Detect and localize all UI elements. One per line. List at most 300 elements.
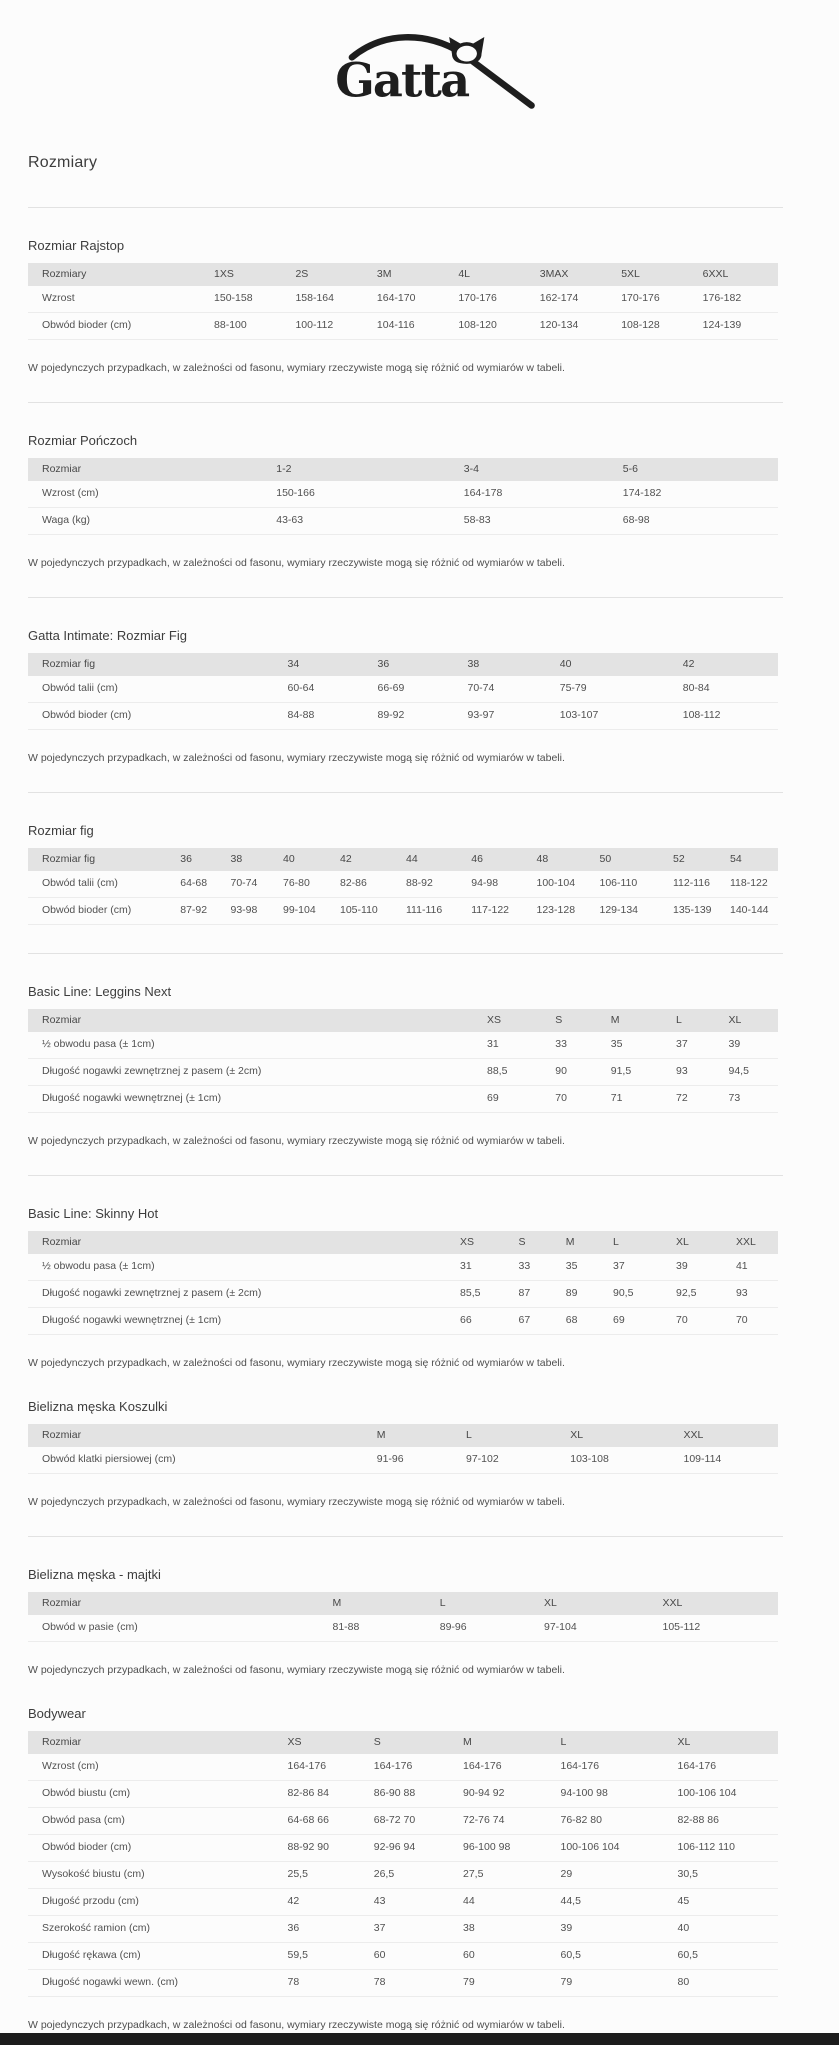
column-header: 6XXL bbox=[697, 263, 778, 286]
size-cell: 106-112 110 bbox=[672, 1835, 779, 1862]
size-cell: 37 bbox=[670, 1032, 723, 1059]
size-cell: 70-74 bbox=[462, 676, 554, 703]
row-label-header: Rozmiar bbox=[28, 1231, 454, 1254]
size-cell: 72 bbox=[670, 1086, 723, 1113]
table-row bbox=[28, 1754, 778, 1781]
table-header-row bbox=[28, 1592, 778, 1615]
table-row bbox=[28, 1447, 778, 1474]
size-cell: 120-134 bbox=[534, 313, 615, 340]
size-cell: 70-74 bbox=[225, 871, 278, 898]
row-label: Długość nogawki zewnętrznej z pasem (± 2cm) bbox=[28, 1281, 454, 1308]
size-cell: 108-128 bbox=[615, 313, 696, 340]
section-divider bbox=[28, 1175, 783, 1176]
size-sections bbox=[28, 238, 783, 2031]
column-header: XS bbox=[454, 1231, 512, 1254]
size-cell: 176-182 bbox=[697, 286, 778, 313]
size-disclaimer: W pojedynczych przypadkach, w zależności od fasonu, wymiary rzeczywiste mogą się różnić od wymiarów w tabeli. bbox=[28, 1664, 565, 1676]
column-header: 3M bbox=[371, 263, 452, 286]
size-cell: 79 bbox=[457, 1970, 555, 1997]
size-cell: 66 bbox=[454, 1308, 512, 1335]
row-label-header: Rozmiar bbox=[28, 458, 270, 481]
size-cell: 108-112 bbox=[677, 703, 778, 730]
size-cell: 94,5 bbox=[723, 1059, 779, 1086]
column-header: S bbox=[549, 1009, 605, 1032]
size-cell: 70 bbox=[549, 1086, 605, 1113]
size-cell: 59,5 bbox=[282, 1943, 368, 1970]
table-header-row bbox=[28, 1424, 778, 1447]
size-cell: 44,5 bbox=[555, 1889, 672, 1916]
row-label: Szerokość ramion (cm) bbox=[28, 1916, 282, 1943]
table-row bbox=[28, 1308, 778, 1335]
size-cell: 164-176 bbox=[555, 1754, 672, 1781]
section-title: Basic Line: Skinny Hot bbox=[28, 1206, 159, 1221]
size-cell: 97-102 bbox=[460, 1447, 564, 1474]
section-title: Bielizna męska - majtki bbox=[28, 1567, 161, 1582]
size-cell: 39 bbox=[723, 1032, 779, 1059]
section-title: Rozmiar fig bbox=[28, 823, 94, 838]
column-header: 42 bbox=[677, 653, 778, 676]
size-cell: 33 bbox=[549, 1032, 605, 1059]
column-header: 50 bbox=[593, 848, 667, 871]
table-row bbox=[28, 1086, 778, 1113]
size-cell: 158-164 bbox=[289, 286, 370, 313]
size-table bbox=[28, 263, 778, 340]
column-header: 5-6 bbox=[617, 458, 778, 481]
column-header: 38 bbox=[462, 653, 554, 676]
column-header: 36 bbox=[372, 653, 462, 676]
column-header: 3MAX bbox=[534, 263, 615, 286]
row-label: Wzrost bbox=[28, 286, 208, 313]
table-row bbox=[28, 1943, 778, 1970]
size-cell: 69 bbox=[607, 1308, 670, 1335]
size-cell: 100-106 104 bbox=[555, 1835, 672, 1862]
size-cell: 88-100 bbox=[208, 313, 289, 340]
size-cell: 89-96 bbox=[434, 1615, 538, 1642]
size-cell: 27,5 bbox=[457, 1862, 555, 1889]
size-cell: 93-98 bbox=[225, 898, 278, 925]
size-cell: 100-106 104 bbox=[672, 1781, 779, 1808]
column-header: 42 bbox=[334, 848, 400, 871]
table-row bbox=[28, 313, 778, 340]
column-header: L bbox=[434, 1592, 538, 1615]
section-divider bbox=[28, 1536, 783, 1537]
column-header: XS bbox=[481, 1009, 549, 1032]
column-header: 46 bbox=[465, 848, 530, 871]
section-title: Basic Line: Leggins Next bbox=[28, 984, 172, 999]
gatta-logo[interactable] bbox=[302, 24, 537, 117]
size-cell: 70 bbox=[670, 1308, 730, 1335]
size-cell: 150-158 bbox=[208, 286, 289, 313]
size-cell: 80 bbox=[672, 1970, 779, 1997]
section-divider bbox=[28, 953, 783, 954]
size-cell: 73 bbox=[723, 1086, 779, 1113]
table-row bbox=[28, 1032, 778, 1059]
size-cell: 78 bbox=[368, 1970, 457, 1997]
size-cell: 90,5 bbox=[607, 1281, 670, 1308]
size-cell: 33 bbox=[513, 1254, 560, 1281]
size-cell: 60 bbox=[457, 1943, 555, 1970]
size-cell: 37 bbox=[368, 1916, 457, 1943]
size-cell: 36 bbox=[282, 1916, 368, 1943]
row-label: Obwód bioder (cm) bbox=[28, 898, 174, 925]
table-row bbox=[28, 1059, 778, 1086]
size-cell: 112-116 bbox=[667, 871, 724, 898]
size-cell: 30,5 bbox=[672, 1862, 779, 1889]
table-header-row bbox=[28, 263, 778, 286]
table-row bbox=[28, 1889, 778, 1916]
table-row bbox=[28, 481, 778, 508]
size-cell: 43-63 bbox=[270, 508, 458, 535]
size-cell: 93 bbox=[670, 1059, 723, 1086]
column-header: M bbox=[327, 1592, 434, 1615]
size-disclaimer: W pojedynczych przypadkach, w zależności od fasonu, wymiary rzeczywiste mogą się różnić od wymiarów w tabeli. bbox=[28, 1135, 565, 1147]
size-cell: 64-68 66 bbox=[282, 1808, 368, 1835]
table-row bbox=[28, 1254, 778, 1281]
size-cell: 39 bbox=[670, 1254, 730, 1281]
size-cell: 40 bbox=[672, 1916, 779, 1943]
size-cell: 92-96 94 bbox=[368, 1835, 457, 1862]
size-cell: 29 bbox=[555, 1862, 672, 1889]
column-header: 5XL bbox=[615, 263, 696, 286]
size-section bbox=[28, 628, 783, 764]
size-cell: 108-120 bbox=[452, 313, 533, 340]
column-header: XL bbox=[723, 1009, 779, 1032]
row-label: Obwód bioder (cm) bbox=[28, 1835, 282, 1862]
size-cell: 86-90 88 bbox=[368, 1781, 457, 1808]
row-label: ½ obwodu pasa (± 1cm) bbox=[28, 1032, 481, 1059]
size-cell: 67 bbox=[513, 1308, 560, 1335]
size-cell: 60 bbox=[368, 1943, 457, 1970]
size-cell: 164-176 bbox=[368, 1754, 457, 1781]
size-section bbox=[28, 1706, 783, 2031]
size-cell: 45 bbox=[672, 1889, 779, 1916]
row-label: Długość nogawki wewnętrznej (± 1cm) bbox=[28, 1308, 454, 1335]
column-header: M bbox=[605, 1009, 670, 1032]
size-table bbox=[28, 1009, 778, 1113]
table-row bbox=[28, 676, 778, 703]
table-row bbox=[28, 1970, 778, 1997]
size-disclaimer: W pojedynczych przypadkach, w zależności od fasonu, wymiary rzeczywiste mogą się różnić od wymiarów w tabeli. bbox=[28, 557, 565, 569]
size-cell: 105-110 bbox=[334, 898, 400, 925]
size-table bbox=[28, 848, 778, 925]
size-cell: 88,5 bbox=[481, 1059, 549, 1086]
size-cell: 164-178 bbox=[458, 481, 617, 508]
size-disclaimer: W pojedynczych przypadkach, w zależności od fasonu, wymiary rzeczywiste mogą się różnić od wymiarów w tabeli. bbox=[28, 1496, 565, 1508]
size-cell: 42 bbox=[282, 1889, 368, 1916]
size-cell: 164-170 bbox=[371, 286, 452, 313]
row-label-header: Rozmiary bbox=[28, 263, 208, 286]
size-cell: 26,5 bbox=[368, 1862, 457, 1889]
size-table bbox=[28, 653, 778, 730]
row-label: Wysokość biustu (cm) bbox=[28, 1862, 282, 1889]
footer-bar bbox=[0, 2033, 839, 2045]
size-cell: 96-100 98 bbox=[457, 1835, 555, 1862]
row-label: Obwód w pasie (cm) bbox=[28, 1615, 327, 1642]
row-label-header: Rozmiar bbox=[28, 1009, 481, 1032]
size-cell: 25,5 bbox=[282, 1862, 368, 1889]
row-label: Długość nogawki zewnętrznej z pasem (± 2cm) bbox=[28, 1059, 481, 1086]
size-cell: 100-104 bbox=[531, 871, 594, 898]
size-cell: 75-79 bbox=[554, 676, 677, 703]
size-cell: 164-176 bbox=[282, 1754, 368, 1781]
size-cell: 87 bbox=[513, 1281, 560, 1308]
size-cell: 103-107 bbox=[554, 703, 677, 730]
column-header: XL bbox=[538, 1592, 657, 1615]
table-row bbox=[28, 898, 778, 925]
size-cell: 140-144 bbox=[724, 898, 778, 925]
size-cell: 91-96 bbox=[371, 1447, 460, 1474]
table-row bbox=[28, 1862, 778, 1889]
table-header-row bbox=[28, 1009, 778, 1032]
size-cell: 38 bbox=[457, 1916, 555, 1943]
size-cell: 111-116 bbox=[400, 898, 465, 925]
column-header: XS bbox=[282, 1731, 368, 1754]
size-cell: 135-139 bbox=[667, 898, 724, 925]
size-cell: 104-116 bbox=[371, 313, 452, 340]
size-cell: 79 bbox=[555, 1970, 672, 1997]
size-cell: 35 bbox=[560, 1254, 607, 1281]
table-header-row bbox=[28, 1731, 778, 1754]
size-disclaimer: W pojedynczych przypadkach, w zależności od fasonu, wymiary rzeczywiste mogą się różnić od wymiarów w tabeli. bbox=[28, 1357, 565, 1369]
size-cell: 92,5 bbox=[670, 1281, 730, 1308]
size-cell: 99-104 bbox=[277, 898, 334, 925]
logo-text: Gatta bbox=[335, 53, 469, 108]
size-cell: 82-86 84 bbox=[282, 1781, 368, 1808]
row-label: Obwód bioder (cm) bbox=[28, 313, 208, 340]
column-header: 4L bbox=[452, 263, 533, 286]
size-cell: 109-114 bbox=[678, 1447, 779, 1474]
column-header: 40 bbox=[554, 653, 677, 676]
table-header-row bbox=[28, 848, 778, 871]
size-cell: 60,5 bbox=[672, 1943, 779, 1970]
size-cell: 87-92 bbox=[174, 898, 224, 925]
table-header-row bbox=[28, 1231, 778, 1254]
size-cell: 150-166 bbox=[270, 481, 458, 508]
size-cell: 70 bbox=[730, 1308, 778, 1335]
size-cell: 35 bbox=[605, 1032, 670, 1059]
size-table bbox=[28, 1731, 778, 1997]
row-label: Obwód bioder (cm) bbox=[28, 703, 282, 730]
column-header: 44 bbox=[400, 848, 465, 871]
row-label: Długość nogawki wewnętrznej (± 1cm) bbox=[28, 1086, 481, 1113]
table-row bbox=[28, 1916, 778, 1943]
size-cell: 82-88 86 bbox=[672, 1808, 779, 1835]
column-header: 36 bbox=[174, 848, 224, 871]
size-cell: 94-98 bbox=[465, 871, 530, 898]
table-row bbox=[28, 871, 778, 898]
size-cell: 93-97 bbox=[462, 703, 554, 730]
column-header: S bbox=[513, 1231, 560, 1254]
row-label-header: Rozmiar fig bbox=[28, 848, 174, 871]
section-title: Bielizna męska Koszulki bbox=[28, 1399, 168, 1414]
column-header: M bbox=[371, 1424, 460, 1447]
size-cell: 31 bbox=[481, 1032, 549, 1059]
size-cell: 64-68 bbox=[174, 871, 224, 898]
column-header: 40 bbox=[277, 848, 334, 871]
row-label-header: Rozmiar bbox=[28, 1731, 282, 1754]
row-label: Obwód pasa (cm) bbox=[28, 1808, 282, 1835]
table-row bbox=[28, 1808, 778, 1835]
size-cell: 89 bbox=[560, 1281, 607, 1308]
table-row bbox=[28, 508, 778, 535]
size-cell: 97-104 bbox=[538, 1615, 657, 1642]
size-cell: 103-108 bbox=[564, 1447, 677, 1474]
column-header: M bbox=[457, 1731, 555, 1754]
column-header: 3-4 bbox=[458, 458, 617, 481]
size-cell: 82-86 bbox=[334, 871, 400, 898]
row-label: ½ obwodu pasa (± 1cm) bbox=[28, 1254, 454, 1281]
column-header: L bbox=[607, 1231, 670, 1254]
column-header: XL bbox=[564, 1424, 677, 1447]
column-header: 34 bbox=[282, 653, 372, 676]
section-divider bbox=[28, 792, 783, 793]
page-title: Rozmiary bbox=[28, 154, 98, 171]
column-header: L bbox=[670, 1009, 723, 1032]
size-cell: 174-182 bbox=[617, 481, 778, 508]
section-title: Rozmiar Rajstop bbox=[28, 238, 125, 253]
row-label-header: Rozmiar fig bbox=[28, 653, 282, 676]
column-header: 48 bbox=[531, 848, 594, 871]
column-header: 38 bbox=[225, 848, 278, 871]
column-header: 1XS bbox=[208, 263, 289, 286]
section-title: Gatta Intimate: Rozmiar Fig bbox=[28, 628, 187, 643]
row-label: Obwód klatki piersiowej (cm) bbox=[28, 1447, 371, 1474]
size-cell: 81-88 bbox=[327, 1615, 434, 1642]
size-cell: 71 bbox=[605, 1086, 670, 1113]
column-header: L bbox=[555, 1731, 672, 1754]
size-cell: 90-94 92 bbox=[457, 1781, 555, 1808]
size-cell: 124-139 bbox=[697, 313, 778, 340]
column-header: S bbox=[368, 1731, 457, 1754]
column-header: XXL bbox=[657, 1592, 779, 1615]
column-header: L bbox=[460, 1424, 564, 1447]
size-cell: 31 bbox=[454, 1254, 512, 1281]
size-cell: 78 bbox=[282, 1970, 368, 1997]
size-section bbox=[28, 823, 783, 925]
row-label: Waga (kg) bbox=[28, 508, 270, 535]
column-header: XL bbox=[672, 1731, 779, 1754]
row-label: Wzrost (cm) bbox=[28, 481, 270, 508]
size-cell: 118-122 bbox=[724, 871, 778, 898]
size-cell: 93 bbox=[730, 1281, 778, 1308]
size-cell: 170-176 bbox=[452, 286, 533, 313]
row-label: Wzrost (cm) bbox=[28, 1754, 282, 1781]
column-header: XL bbox=[670, 1231, 730, 1254]
header-divider bbox=[28, 207, 783, 208]
row-label-header: Rozmiar bbox=[28, 1424, 371, 1447]
size-cell: 66-69 bbox=[372, 676, 462, 703]
table-row bbox=[28, 1281, 778, 1308]
column-header: M bbox=[560, 1231, 607, 1254]
size-cell: 88-92 bbox=[400, 871, 465, 898]
size-cell: 60,5 bbox=[555, 1943, 672, 1970]
size-cell: 90 bbox=[549, 1059, 605, 1086]
size-section bbox=[28, 984, 783, 1147]
size-cell: 72-76 74 bbox=[457, 1808, 555, 1835]
size-disclaimer: W pojedynczych przypadkach, w zależności od fasonu, wymiary rzeczywiste mogą się różnić od wymiarów w tabeli. bbox=[28, 2019, 565, 2031]
size-table bbox=[28, 1231, 778, 1335]
size-table bbox=[28, 1592, 778, 1642]
section-title: Rozmiar Pończoch bbox=[28, 433, 138, 448]
size-cell: 44 bbox=[457, 1889, 555, 1916]
row-label: Obwód biustu (cm) bbox=[28, 1781, 282, 1808]
size-cell: 76-82 80 bbox=[555, 1808, 672, 1835]
row-label: Długość przodu (cm) bbox=[28, 1889, 282, 1916]
table-row bbox=[28, 286, 778, 313]
size-cell: 60-64 bbox=[282, 676, 372, 703]
table-row bbox=[28, 703, 778, 730]
size-disclaimer: W pojedynczych przypadkach, w zależności od fasonu, wymiary rzeczywiste mogą się różnić od wymiarów w tabeli. bbox=[28, 362, 565, 374]
main-content bbox=[0, 154, 811, 2031]
size-cell: 41 bbox=[730, 1254, 778, 1281]
column-header: 54 bbox=[724, 848, 778, 871]
size-cell: 89-92 bbox=[372, 703, 462, 730]
table-header-row bbox=[28, 458, 778, 481]
row-label-header: Rozmiar bbox=[28, 1592, 327, 1615]
gatta-logo-icon bbox=[302, 24, 537, 112]
column-header: 1-2 bbox=[270, 458, 458, 481]
size-cell: 39 bbox=[555, 1916, 672, 1943]
size-cell: 170-176 bbox=[615, 286, 696, 313]
size-cell: 76-80 bbox=[277, 871, 334, 898]
column-header: XXL bbox=[678, 1424, 779, 1447]
row-label: Obwód talii (cm) bbox=[28, 676, 282, 703]
size-section bbox=[28, 238, 783, 374]
size-cell: 88-92 90 bbox=[282, 1835, 368, 1862]
table-row bbox=[28, 1615, 778, 1642]
size-cell: 84-88 bbox=[282, 703, 372, 730]
size-cell: 123-128 bbox=[531, 898, 594, 925]
row-label: Długość nogawki wewn. (cm) bbox=[28, 1970, 282, 1997]
size-cell: 105-112 bbox=[657, 1615, 779, 1642]
table-header-row bbox=[28, 653, 778, 676]
size-cell: 164-176 bbox=[457, 1754, 555, 1781]
size-cell: 43 bbox=[368, 1889, 457, 1916]
column-header: XXL bbox=[730, 1231, 778, 1254]
table-row bbox=[28, 1781, 778, 1808]
size-table bbox=[28, 1424, 778, 1474]
size-section bbox=[28, 433, 783, 569]
section-title: Bodywear bbox=[28, 1706, 86, 1721]
size-cell: 37 bbox=[607, 1254, 670, 1281]
size-cell: 162-174 bbox=[534, 286, 615, 313]
size-cell: 91,5 bbox=[605, 1059, 670, 1086]
row-label: Obwód talii (cm) bbox=[28, 871, 174, 898]
size-cell: 68 bbox=[560, 1308, 607, 1335]
size-disclaimer: W pojedynczych przypadkach, w zależności od fasonu, wymiary rzeczywiste mogą się różnić od wymiarów w tabeli. bbox=[28, 752, 565, 764]
section-divider bbox=[28, 402, 783, 403]
size-cell: 129-134 bbox=[593, 898, 667, 925]
table-row bbox=[28, 1835, 778, 1862]
size-cell: 69 bbox=[481, 1086, 549, 1113]
size-cell: 100-112 bbox=[289, 313, 370, 340]
size-cell: 117-122 bbox=[465, 898, 530, 925]
size-cell: 80-84 bbox=[677, 676, 778, 703]
size-cell: 85,5 bbox=[454, 1281, 512, 1308]
size-cell: 58-83 bbox=[458, 508, 617, 535]
size-cell: 106-110 bbox=[593, 871, 667, 898]
size-cell: 68-98 bbox=[617, 508, 778, 535]
column-header: 2S bbox=[289, 263, 370, 286]
column-header: 52 bbox=[667, 848, 724, 871]
size-cell: 94-100 98 bbox=[555, 1781, 672, 1808]
size-section bbox=[28, 1399, 783, 1508]
page-header bbox=[0, 0, 839, 112]
section-divider bbox=[28, 597, 783, 598]
row-label: Długość rękawa (cm) bbox=[28, 1943, 282, 1970]
size-cell: 68-72 70 bbox=[368, 1808, 457, 1835]
size-section bbox=[28, 1206, 783, 1369]
